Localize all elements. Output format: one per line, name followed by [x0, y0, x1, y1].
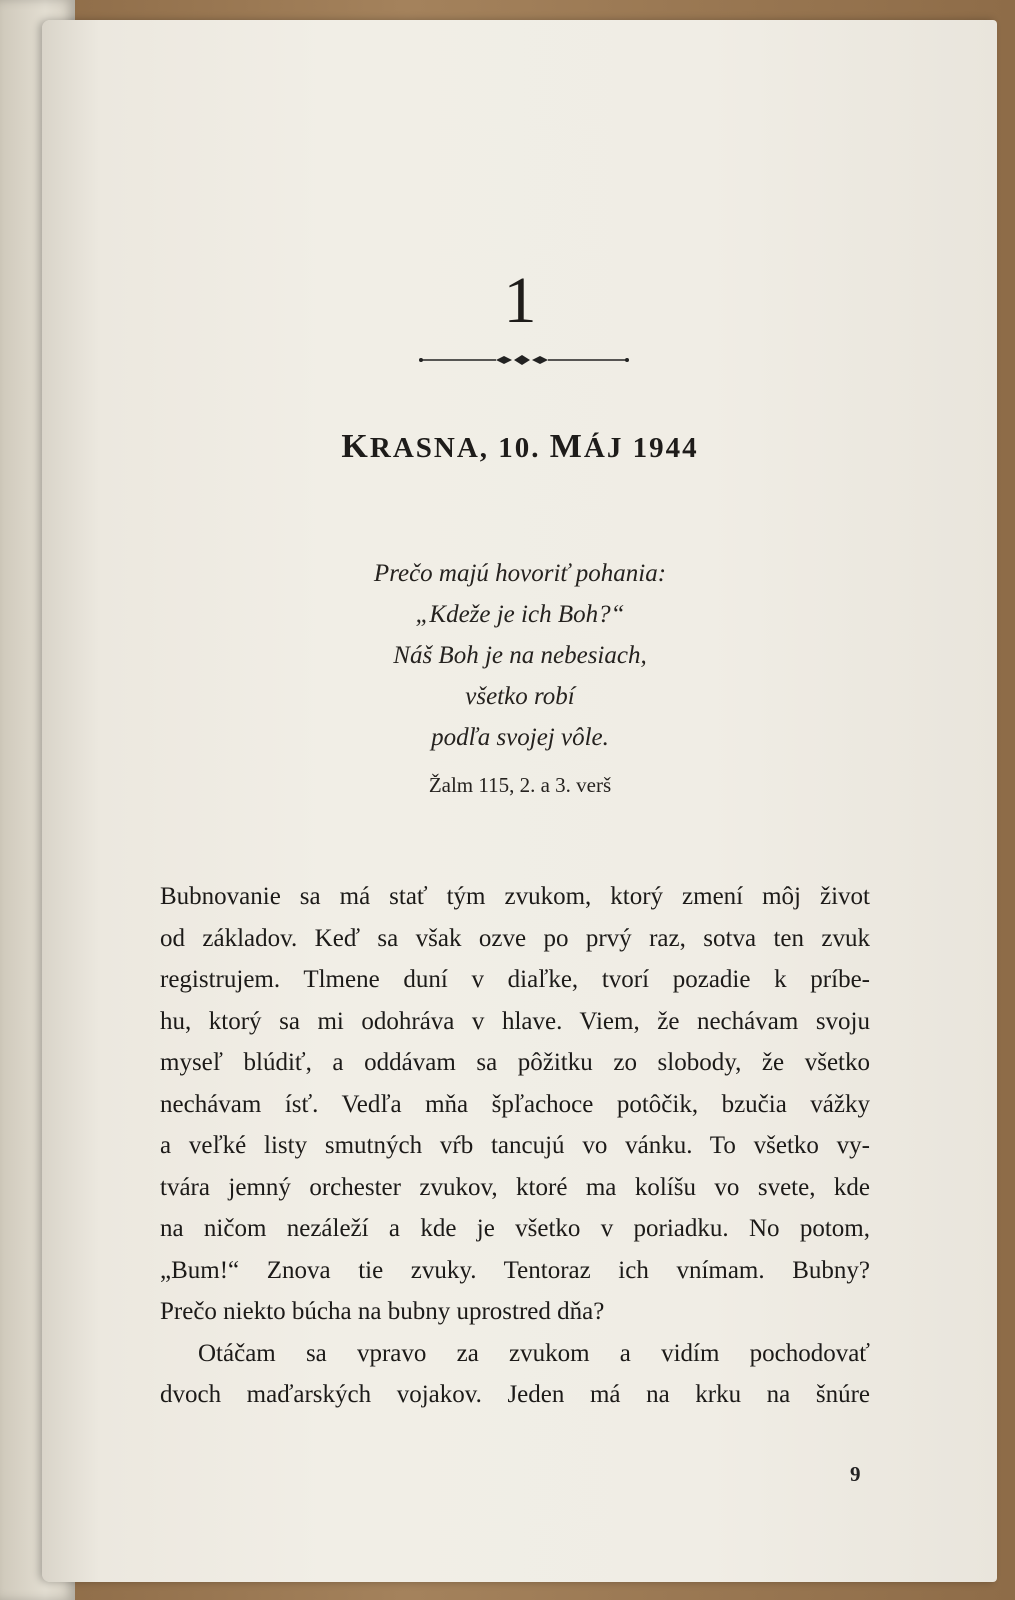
body-line: tvára jemný orchester zvukov, ktoré ma kolíšu vo svete, kde	[160, 1173, 870, 1201]
chapter-ornament	[418, 352, 630, 368]
body-line: dvoch maďarských vojakov. Jeden má na krku na šnúre	[160, 1381, 870, 1408]
body-line: „Bum!“ Znova tie zvuky. Tentoraz ich vnímam. Bubny?	[160, 1256, 870, 1284]
chapter-title-part1: RASNA, 10.	[369, 432, 550, 464]
body-text	[160, 876, 870, 1416]
epigraph-source: Žalm 115, 2. a 3. verš	[428, 773, 612, 797]
epigraph-line: všetko robí	[465, 683, 575, 710]
epigraph-line: „Kdeže je ich Boh?“	[415, 601, 625, 628]
body-line: hu, ktorý sa mi odohráva v hlave. Viem, že nechávam svoju	[160, 1007, 870, 1035]
body-line: registrujem. Tlmene duní v diaľke, tvorí pozadie k príbe-	[160, 966, 870, 993]
chapter-title-initial: K	[341, 428, 370, 465]
chapter-title-part2: ÁJ 1944	[583, 432, 699, 464]
epigraph-line: Náš Boh je na nebesiach,	[393, 642, 647, 669]
epigraph-line: podľa svojej vôle.	[431, 724, 609, 751]
epigraph	[300, 553, 740, 758]
epigraph-line: Prečo majú hovoriť pohania:	[373, 560, 667, 587]
body-line: a veľké listy smutných vŕb tancujú vo vánku. To všetko vy-	[160, 1132, 870, 1159]
body-line: nechávam ísť. Vedľa mňa špľachoce potôčik, bzučia vážky	[160, 1090, 870, 1118]
body-line: Prečo niekto búcha na bubny uprostred dňa?	[160, 1298, 605, 1325]
body-line: myseľ blúdiť, a oddávam sa pôžitku zo slobody, že všetko	[160, 1049, 870, 1076]
body-line: na ničom nezáleží a kde je všetko v poriadku. No potom,	[160, 1215, 870, 1242]
body-line: Bubnovanie sa má stať tým zvukom, ktorý zmení môj život	[160, 883, 870, 910]
chapter-title	[310, 428, 730, 466]
chapter-title-initial2: M	[549, 428, 584, 465]
chapter-number: 1	[503, 264, 537, 337]
body-line: od základov. Keď sa však ozve po prvý raz, sotva ten zvuk	[160, 924, 870, 952]
body-line: Otáčam sa vpravo za zvukom a vidím pochodovať	[198, 1339, 870, 1367]
page-number: 9	[850, 1462, 861, 1486]
